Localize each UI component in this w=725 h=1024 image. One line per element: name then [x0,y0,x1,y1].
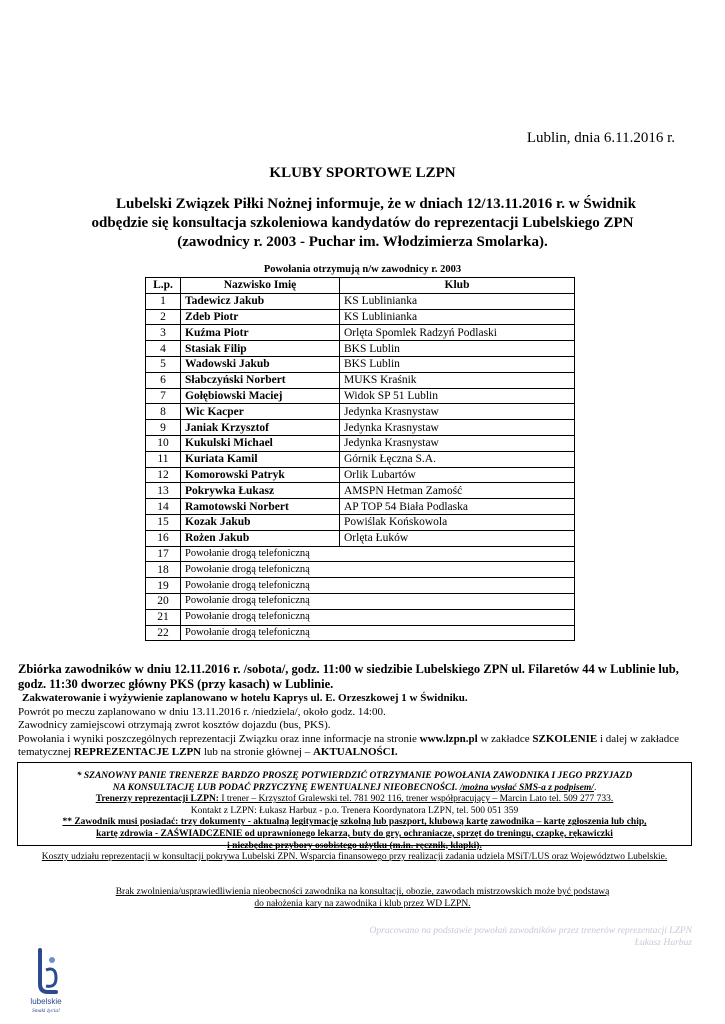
notice-line-3 [18,794,691,806]
table-row [146,435,575,451]
player-club: AP TOP 54 Biała Podlaska [340,499,575,515]
row-number: 8 [146,404,181,420]
player-name: Zdeb Piotr [181,309,340,325]
table-row [146,578,575,594]
table-row [146,372,575,388]
player-name: Gołębiowski Maciej [181,388,340,404]
phone-callup-note: Powołanie drogą telefoniczną [181,578,575,594]
table-row [146,293,575,309]
table-row [146,325,575,341]
footer-line-2: do nałożenia kary na zawodnika i klub przez WD LZPN. [254,898,471,909]
player-name: Kuźma Piotr [181,325,340,341]
player-name: Wadowski Jakub [181,356,340,372]
logo-wordmark: lubelskie [30,997,62,1006]
phone-callup-note: Powołanie drogą telefoniczną [181,546,575,562]
column-header-club: Klub [340,278,575,294]
roster-table [145,277,575,641]
row-number: 1 [146,293,181,309]
sms-note: /można wysłać SMS-a z podpisem/ [459,782,594,793]
document-heading: KLUBY SPORTOWE LZPN [269,165,456,181]
table-row [146,499,575,515]
table-row [146,546,575,562]
player-club: Jedynka Krasnystaw [340,435,575,451]
credit-note [332,926,692,949]
credit-line-1: Opracowano na podstawie powołań zawodników przez trenerów reprezentacji LZPN [369,926,692,936]
footer-note [0,887,725,910]
notice-line-6: kartę zdrowia - ZAŚWIADCZENIE od uprawnionego lekarza, buty do gry, ochraniacze, sprzęt do treningu, czapkę, rękawiczki [96,828,613,839]
table-row [146,420,575,436]
table-row [146,530,575,546]
text-fragment: tematycznej [18,746,74,758]
row-number: 6 [146,372,181,388]
gathering-line-4: Powrót po meczu zaplanowano w dniu 13.11.2016 r. /niedziela/, około godz. 14:00. [18,705,386,718]
gathering-line-3: Zakwaterowanie i wyżywienie zaplanowano w hotelu Kaprys ul. E. Orzeszkowej 1 w Świdniku. [22,692,468,704]
coaches-label: Trenerzy reprezentacji LZPN: [95,794,219,805]
gathering-line-2: godz. 11:30 dworzec główny PKS (przy kasach) w Lublinie. [18,677,334,691]
row-number: 11 [146,451,181,467]
notice-line-4: Kontakt z LZPN: Łukasz Harbuz - p.o. Trenera Koordynatora LZPN, tel. 500 051 359 [190,805,519,816]
table-row [146,609,575,625]
section-name: AKTUALNOŚCI. [312,746,398,758]
website-link[interactable]: www.lzpn.pl [419,732,478,745]
table-row [146,483,575,499]
section-name: SZKOLENIE [532,732,598,745]
credit-line-2: Łukasz Harbuz [634,937,692,948]
row-number: 4 [146,341,181,357]
player-club: Widok SP 51 Lublin [340,388,575,404]
notice-line-5: ** Zawodnik musi posiadać: trzy dokumenty - aktualną legitymację szkolną lub paszport, klubową kartę zawodnika – kartę zgłoszenia lub chip, [62,817,647,828]
player-club: Orlęta Łuków [340,530,575,546]
text-fragment: . [593,782,597,793]
row-number: 21 [146,609,181,625]
row-number: 10 [146,435,181,451]
intro-line-1: Lubelski Związek Piłki Nożnej informuje, że w dniach 12/13.11.2016 r. w Świdnik [116,196,636,212]
row-number: 14 [146,499,181,515]
notice-line-2 [18,783,691,795]
gathering-line-7 [18,746,708,760]
table-row [146,309,575,325]
row-number: 20 [146,593,181,609]
player-name: Stasiak Filip [181,341,340,357]
player-name: Ramotowski Norbert [181,499,340,515]
player-name: Kukulski Michael [181,435,340,451]
gathering-line-6 [18,733,708,747]
table-row [146,341,575,357]
coaches-contact: I trener – Krzysztof Gralewski tel. 781 902 116, trener współpracujący – Marcin Lato tel. 509 277 733. [218,794,614,805]
table-row [146,562,575,578]
text-fragment: w zakładce [477,732,533,745]
row-number: 22 [146,625,181,641]
player-club: AMSPN Hetman Zamość [340,483,575,499]
notice-line-8: Koszty udziału reprezentacji w konsultacji pokrywa Lubelski ZPN. Wsparcia finansowego przy realizacji zadania udziela MSiT/LUS oraz Województwo Lubelskie. [41,852,668,863]
gathering-line-1: Zbiórka zawodników w dniu 12.11.2016 r. /sobota/, godz. 11:00 w siedzibie Lubelskiego ZPN ul. Filaretów 44 w Lublinie lub, [18,662,679,676]
row-number: 9 [146,420,181,436]
table-row [146,593,575,609]
row-number: 19 [146,578,181,594]
table-row [146,356,575,372]
player-club: Powiślak Końskowola [340,514,575,530]
column-header-lp: L.p. [146,278,181,294]
gathering-line-5: Zawodnicy zamiejscowi otrzymają zwrot kosztów dojazdu (bus, PKS). [18,719,331,731]
row-number: 2 [146,309,181,325]
player-name: Kozak Jakub [181,514,340,530]
footer-line-1: Brak zwolnienia/usprawiedliwienia nieobecności zawodnika na konsultacji, obozie, zawodach mistrzowskich może być podstawą [115,887,610,897]
player-name: Janiak Krzysztof [181,420,340,436]
table-row [146,404,575,420]
phone-callup-note: Powołanie drogą telefoniczną [181,593,575,609]
row-number: 7 [146,388,181,404]
gathering-info [18,662,708,760]
column-header-name: Nazwisko Imię [181,278,340,294]
player-club: Jedynka Krasnystaw [340,404,575,420]
table-caption: Powołania otrzymują n/w zawodnicy r. 2003 [263,264,462,275]
row-number: 12 [146,467,181,483]
player-name: Tadewicz Jakub [181,293,340,309]
table-row [146,514,575,530]
section-name: REPREZENTACJE LZPN [73,746,202,758]
row-number: 17 [146,546,181,562]
player-name: Wic Kacper [181,404,340,420]
row-number: 5 [146,356,181,372]
player-name: Rożen Jakub [181,530,340,546]
phone-callup-note: Powołanie drogą telefoniczną [181,625,575,641]
table-row [146,625,575,641]
lubelskie-logo-icon [26,948,66,1014]
player-club: Jedynka Krasnystaw [340,420,575,436]
phone-callup-note: Powołanie drogą telefoniczną [181,562,575,578]
player-name: Słabczyński Norbert [181,372,340,388]
intro-paragraph [60,195,665,252]
table-row [146,388,575,404]
logo-tagline: Smaki życia! [32,1008,60,1014]
table-row [146,451,575,467]
phone-callup-note: Powołanie drogą telefoniczną [181,609,575,625]
player-club: Orlik Lubartów [340,467,575,483]
player-club: BKS Lublin [340,356,575,372]
player-club: Górnik Łęczna S.A. [340,451,575,467]
player-name: Pokrywka Łukasz [181,483,340,499]
player-name: Kuriata Kamil [181,451,340,467]
player-club: Orlęta Spomlek Radzyń Podlaski [340,325,575,341]
row-number: 16 [146,530,181,546]
lubelskie-logo [26,948,66,1014]
text-fragment: i dalej w zakładce [597,732,680,745]
intro-line-3: (zawodnicy r. 2003 - Puchar im. Włodzimierza Smolarka). [177,234,548,250]
text-fragment: NA KONSULTACJĘ LUB PODAĆ PRZYCZYNĘ EWENTUALNEJ NIEOBECNOŚCI. [112,782,460,793]
row-number: 13 [146,483,181,499]
player-club: MUKS Kraśnik [340,372,575,388]
row-number: 18 [146,562,181,578]
row-number: 15 [146,514,181,530]
text-fragment: lub na stronie głównej – [201,746,313,758]
notice-line-1: * SZANOWNY PANIE TRENERZE BARDZO PROSZĘ POTWIERDZIĆ OTRZYMANIE POWOŁANIA ZAWODNIKA I JEGO PRZYJAZD [76,771,633,781]
player-club: KS Lublinianka [340,293,575,309]
intro-line-2: odbędzie się konsultacja szkoleniowa kandydatów do reprezentacji Lubelskiego ZPN [91,215,634,231]
table-header-row [146,278,575,294]
row-number: 3 [146,325,181,341]
player-name: Komorowski Patryk [181,467,340,483]
player-club: KS Lublinianka [340,309,575,325]
player-club: BKS Lublin [340,341,575,357]
table-row [146,467,575,483]
notice-line-7: i niezbędne przybory osobistego użytku (m.in. ręcznik, klapki). [227,840,482,851]
text-fragment: Powołania i wyniki poszczególnych reprezentacji Związku oraz inne informacje na stronie [18,732,420,745]
coach-notice-box [17,762,692,863]
document-date: Lublin, dnia 6.11.2016 r. [526,130,675,146]
